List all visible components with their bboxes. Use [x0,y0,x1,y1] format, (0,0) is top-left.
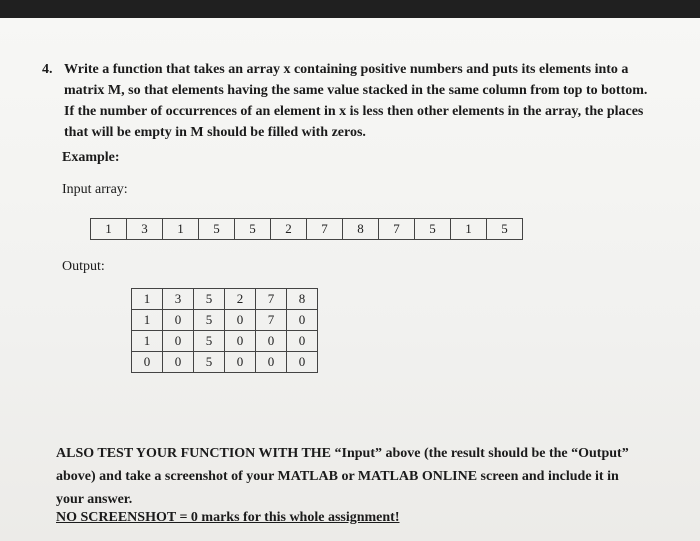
output-matrix-cell: 5 [194,352,225,373]
output-matrix-cell: 3 [163,289,194,310]
input-array-label: Input array: [62,182,128,197]
output-matrix-cell: 0 [163,310,194,331]
output-matrix-cell: 8 [287,289,318,310]
input-array-cell: 7 [379,219,415,240]
output-matrix-row [132,289,318,310]
output-matrix-cell: 0 [163,352,194,373]
output-matrix-cell: 0 [256,331,287,352]
input-array-cell: 5 [487,219,523,240]
input-array-cell: 5 [415,219,451,240]
input-array-cell: 1 [163,219,199,240]
output-matrix-cell: 1 [132,289,163,310]
output-matrix-cell: 0 [287,331,318,352]
output-matrix-cell: 0 [132,352,163,373]
output-matrix-cell: 7 [256,289,287,310]
question-line-2: matrix M, so that elements having the same value stacked in the same column from top to bottom. [64,83,648,98]
top-dark-edge [0,0,700,18]
output-matrix-row [132,331,318,352]
input-array-cell: 5 [235,219,271,240]
output-matrix-row [132,310,318,331]
note-line-2: above) and take a screenshot of your MATLAB or MATLAB ONLINE screen and include it in [56,469,619,484]
input-array-table [90,218,523,240]
output-matrix-cell: 0 [225,310,256,331]
output-matrix-cell: 1 [132,310,163,331]
input-array-cell: 2 [271,219,307,240]
output-matrix-cell: 0 [225,352,256,373]
question-line-4: that will be empty in M should be filled with zeros. [64,125,366,140]
input-array-cell: 1 [91,219,127,240]
output-matrix-cell: 5 [194,289,225,310]
output-matrix-cell: 0 [287,310,318,331]
input-array-cell: 3 [127,219,163,240]
question-line-1: Write a function that takes an array x containing positive numbers and puts its elements into a [64,62,629,77]
output-label: Output: [62,259,105,274]
note-warning-text: NO SCREENSHOT = 0 marks for this whole assignment! [56,510,400,525]
input-array-row [91,219,523,240]
output-matrix-table [131,288,318,373]
output-matrix-row [132,352,318,373]
note-line-1: ALSO TEST YOUR FUNCTION WITH THE “Input” above (the result should be the “Output” [56,446,629,461]
output-matrix-cell: 1 [132,331,163,352]
input-array-cell: 8 [343,219,379,240]
input-array-cell: 5 [199,219,235,240]
question-line-3: If the number of occurrences of an element in x is less then other elements in the array, the places [64,104,644,119]
input-array-cell: 1 [451,219,487,240]
output-matrix-cell: 0 [163,331,194,352]
output-matrix-cell: 2 [225,289,256,310]
input-array-cell: 7 [307,219,343,240]
output-matrix-cell: 0 [225,331,256,352]
example-label: Example: [62,150,120,165]
note-warning [56,510,400,526]
output-matrix-cell: 5 [194,310,225,331]
output-matrix-cell: 0 [287,352,318,373]
question-number: 4. [42,62,53,77]
output-matrix-cell: 5 [194,331,225,352]
output-matrix-cell: 7 [256,310,287,331]
note-line-3: your answer. [56,492,133,507]
output-matrix-cell: 0 [256,352,287,373]
